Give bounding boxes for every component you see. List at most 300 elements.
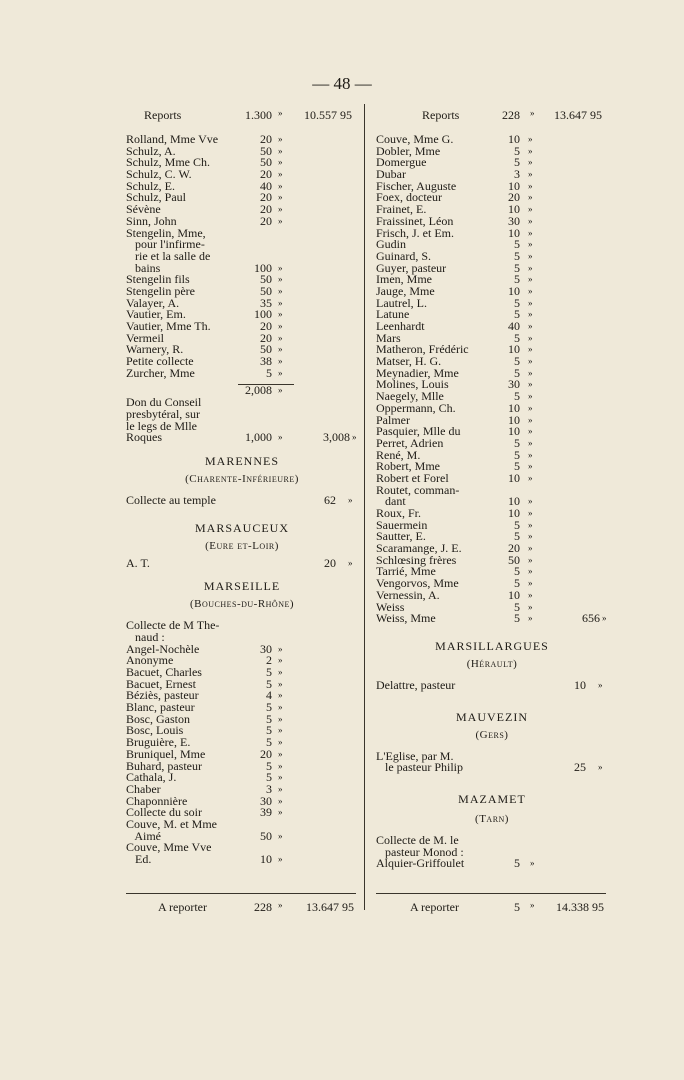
entry-amount: 10 xyxy=(508,283,520,298)
subtotal-value: 2,008 xyxy=(245,383,272,398)
entry-amount: 5 xyxy=(514,529,520,544)
left-entries xyxy=(126,134,358,379)
footer-label: A reporter xyxy=(410,900,459,914)
entry-amount: 10 xyxy=(508,132,520,146)
entry-name: Vengorvos, Mme xyxy=(376,576,459,591)
entry-amount: 5 xyxy=(514,155,520,170)
entry-quote: » xyxy=(528,519,533,530)
entry-quote: » xyxy=(278,432,283,443)
entry-amount: 5 xyxy=(514,295,520,310)
entry-name: Latune xyxy=(376,307,410,322)
marennes-sub: (Charente-Inférieure) xyxy=(185,472,299,485)
subtotal-quote: » xyxy=(278,385,283,396)
entry-amount: 20 xyxy=(260,167,272,182)
entry-name: Gudin xyxy=(376,237,406,252)
entry-quote: » xyxy=(278,667,283,677)
entry-name: Buhard, pasteur xyxy=(126,758,202,773)
entry-name: Schulz, Mme Ch. xyxy=(126,155,210,170)
entry-quote: » xyxy=(528,578,533,589)
entry-name: Dubar xyxy=(376,167,406,182)
entry-quote: » xyxy=(528,437,533,448)
entry-name: Palmer xyxy=(376,412,410,427)
entry-quote: » xyxy=(528,239,533,250)
mazamet-quote: » xyxy=(530,858,535,869)
entry-amount: 20 xyxy=(260,746,272,761)
entry-amount: 10 xyxy=(508,202,520,217)
entry-name: Schulz, E. xyxy=(126,178,175,193)
entry-name: Roques xyxy=(126,430,162,445)
entry-row xyxy=(126,432,358,444)
footer-quote: » xyxy=(530,900,535,910)
entry-quote: » xyxy=(278,145,283,156)
entry-total: 3,008 xyxy=(323,430,350,445)
entry-quote: » xyxy=(528,414,533,425)
entry-name: presbytéral, sur xyxy=(126,406,200,421)
mazamet-line-3: Alquier-Griffoulet xyxy=(376,856,465,871)
entry-quote: » xyxy=(528,496,533,507)
entry-quote: » xyxy=(528,356,533,367)
entry-amount: 40 xyxy=(260,178,272,193)
mazamet-title: MAZAMET xyxy=(458,791,526,806)
entry-quote: » xyxy=(528,227,533,238)
entry-name: Jauge, Mme xyxy=(376,283,435,298)
marseille-entries xyxy=(126,620,358,865)
entry-amount: 5 xyxy=(514,389,520,404)
entry-name: Rolland, Mme Vve xyxy=(126,132,219,146)
entry-quote: » xyxy=(278,321,283,331)
right-entries xyxy=(376,134,608,625)
entry-quote: » xyxy=(278,204,283,215)
entry-total-quote: » xyxy=(352,432,357,443)
marsauceux-title: MARSAUCEUX xyxy=(194,520,289,535)
entry-quote: » xyxy=(528,449,533,460)
entry-name: Robert et Forel xyxy=(376,470,449,485)
entry-name: Anonyme xyxy=(126,653,174,668)
marennes-title: MARENNES xyxy=(204,453,279,468)
entry-row xyxy=(376,225,608,240)
marsauceux-sub: (Eure et-Loir) xyxy=(205,539,279,552)
entry-amount: 50 xyxy=(508,552,520,567)
entry-amount: 3 xyxy=(266,781,272,796)
header-label: Reports xyxy=(422,108,460,122)
entry-name: Valayer, A. xyxy=(126,295,180,310)
marennes-row xyxy=(126,492,358,507)
entry-name: Vernessin, A. xyxy=(376,587,440,602)
entry-quote: » xyxy=(278,643,283,654)
entry-amount: 40 xyxy=(508,319,520,333)
entry-quote: » xyxy=(278,192,283,203)
entry-quote: » xyxy=(528,321,533,331)
mauvezin-sub: (Gers) xyxy=(475,728,509,741)
entry-quote: » xyxy=(528,134,533,144)
entry-row xyxy=(376,400,608,415)
entry-amount: 5 xyxy=(514,517,520,532)
entry-quote: » xyxy=(528,613,533,624)
footer-value: 228 xyxy=(254,900,272,914)
column-divider xyxy=(364,104,365,910)
entry-name: Schlœsing frères xyxy=(376,552,457,567)
footer-quote: » xyxy=(278,900,283,910)
marsillargues-title: MARSILLARGUES xyxy=(435,638,549,653)
entry-name: Meynadier, Mme xyxy=(376,365,459,380)
header-quote: » xyxy=(278,108,283,118)
entry-amount: 30 xyxy=(260,641,272,656)
entry-quote: » xyxy=(528,204,533,215)
entry-row xyxy=(376,587,608,602)
header-label: Reports xyxy=(144,108,182,122)
entry-quote: » xyxy=(528,297,533,308)
entry-amount: 30 xyxy=(508,377,520,392)
entry-row xyxy=(126,192,358,204)
marseille-sub: (Bouches-du-Rhône) xyxy=(189,598,295,611)
entry-name: Sévène xyxy=(126,202,161,217)
marsillargues-quote: » xyxy=(598,679,603,690)
entry-quote: » xyxy=(278,332,283,343)
entry-quote: » xyxy=(528,543,533,554)
right-footer xyxy=(376,900,608,912)
entry-name: Mars xyxy=(376,330,401,345)
entry-name: Lautrel, L. xyxy=(376,295,427,310)
entry-name: Petite collecte xyxy=(126,354,194,369)
entry-quote: » xyxy=(528,531,533,542)
entry-quote: » xyxy=(278,702,283,713)
entry-amount: 5 xyxy=(266,735,272,750)
footer-total: 14.338 95 xyxy=(556,900,604,914)
entry-amount: 5 xyxy=(514,248,520,263)
entry-amount: 100 xyxy=(254,260,272,275)
footer-value: 5 xyxy=(514,900,520,914)
entry-amount: 5 xyxy=(514,365,520,380)
entry-name: Robert, Mme xyxy=(376,459,440,474)
entry-name: Chaponnière xyxy=(126,793,188,808)
entry-name: Frainet, E. xyxy=(376,202,427,217)
right-column xyxy=(376,108,608,870)
entry-quote: » xyxy=(528,250,533,261)
entry-amount: 50 xyxy=(260,342,272,357)
entry-name: Sinn, John xyxy=(126,213,177,228)
entry-quote: » xyxy=(278,713,283,724)
entry-name: Collecte du soir xyxy=(126,805,202,820)
entry-amount: 10 xyxy=(508,587,520,602)
entry-row xyxy=(376,157,608,169)
entry-quote: » xyxy=(278,783,283,794)
entry-quote: » xyxy=(278,678,283,689)
entry-quote: » xyxy=(528,554,533,565)
entry-name: Aimé xyxy=(126,828,161,843)
marennes-line: Collecte au temple xyxy=(126,492,216,507)
left-header xyxy=(126,108,358,124)
entry-name: Perret, Adrien xyxy=(376,435,444,450)
mauvezin-line-2: le pasteur Philip xyxy=(376,760,463,775)
entry-name: dant xyxy=(376,494,406,509)
entry-name: Vermeil xyxy=(126,330,164,345)
entry-quote: » xyxy=(528,402,533,413)
entry-quote: » xyxy=(528,601,533,612)
entry-amount: 2 xyxy=(266,653,272,668)
entry-quote: » xyxy=(278,297,283,308)
marsillargues-value: 10 xyxy=(574,677,586,692)
entry-name: Fraissinet, Léon xyxy=(376,213,454,228)
entry-amount: 10 xyxy=(508,400,520,415)
entry-amount: 39 xyxy=(260,805,272,820)
entry-amount: 5 xyxy=(266,365,272,380)
marsillargues-sub: (Hérault) xyxy=(466,657,518,670)
entry-name: rie et la salle de xyxy=(126,248,211,263)
entry-row xyxy=(376,321,608,333)
entry-amount: 30 xyxy=(260,793,272,808)
entry-quote: » xyxy=(528,332,533,343)
entry-amount: 5 xyxy=(266,723,272,738)
entry-name: Molines, Louis xyxy=(376,377,449,392)
entry-amount: 5 xyxy=(266,758,272,773)
entry-name: Sautter, E. xyxy=(376,529,426,544)
entry-amount: 10 xyxy=(260,852,272,866)
entry-name: Couve, Mme Vve xyxy=(126,840,212,855)
entry-row xyxy=(376,295,608,310)
entry-quote: » xyxy=(278,807,283,818)
entry-quote: » xyxy=(278,285,283,296)
entry-total-quote: » xyxy=(602,613,607,624)
entry-quote: » xyxy=(278,356,283,367)
entry-quote: » xyxy=(278,690,283,701)
entry-row xyxy=(126,248,358,263)
entry-amount: 5 xyxy=(514,307,520,322)
page-number: — 48 — xyxy=(312,74,372,93)
entry-amount: 5 xyxy=(514,143,520,158)
marennes-quote: » xyxy=(348,494,353,505)
entry-amount: 30 xyxy=(508,213,520,228)
entry-name: Schulz, Paul xyxy=(126,190,186,205)
entry-quote: » xyxy=(278,344,283,355)
entry-amount: 35 xyxy=(260,295,272,310)
mauvezin-title: MAUVEZIN xyxy=(456,709,528,724)
entry-quote: » xyxy=(278,854,283,864)
entry-name: le legs de Mlle xyxy=(126,418,197,433)
entry-row xyxy=(126,842,358,854)
don-entries xyxy=(126,397,358,444)
entry-amount: 5 xyxy=(514,330,520,345)
entry-name: Guinard, S. xyxy=(376,248,431,263)
entry-quote: » xyxy=(528,426,533,437)
entry-amount: 5 xyxy=(266,711,272,726)
entry-quote: » xyxy=(278,795,283,806)
entry-quote: » xyxy=(278,748,283,759)
marseille-title: MARSEILLE xyxy=(203,579,281,594)
entry-amount: 20 xyxy=(508,541,520,556)
entry-amount: 5 xyxy=(266,770,272,785)
entry-quote: » xyxy=(278,180,283,191)
entry-amount: 50 xyxy=(260,272,272,287)
entry-amount: 100 xyxy=(254,307,272,322)
entry-name: Angel-Nochèle xyxy=(126,641,200,656)
entry-amount: 5 xyxy=(514,354,520,369)
entry-amount: 5 xyxy=(514,447,520,462)
header-value: 1.300 xyxy=(245,108,272,122)
marsillargues-line: Delattre, pasteur xyxy=(376,677,456,692)
marennes-value: 62 xyxy=(324,492,336,507)
entry-name: Naegely, Mlle xyxy=(376,389,444,404)
entry-quote: » xyxy=(278,309,283,320)
entry-name: Bosc, Gaston xyxy=(126,711,190,726)
mauvezin-row-2 xyxy=(376,762,608,774)
entry-quote: » xyxy=(528,157,533,168)
entry-amount: 5 xyxy=(514,237,520,252)
footer-total: 13.647 95 xyxy=(306,900,354,914)
entry-name: Roux, Fr. xyxy=(376,506,422,520)
entry-name: Vautier, Mme Th. xyxy=(126,319,211,333)
entry-amount: 1,000 xyxy=(245,430,272,445)
left-column xyxy=(126,108,358,866)
entry-name: Dobler, Mme xyxy=(376,143,441,158)
entry-quote: » xyxy=(528,391,533,402)
mazamet-sub: (Tarn) xyxy=(475,812,509,825)
entry-amount: 20 xyxy=(260,132,272,146)
entry-row xyxy=(376,613,608,625)
entry-amount: 10 xyxy=(508,506,520,520)
footer-label: A reporter xyxy=(158,900,207,914)
entry-name: Weiss, Mme xyxy=(376,611,436,626)
entry-quote: » xyxy=(528,472,533,483)
entry-quote: » xyxy=(278,772,283,783)
entry-name: Weiss xyxy=(376,599,405,614)
entry-amount: 5 xyxy=(514,260,520,275)
entry-name: Chaber xyxy=(126,781,161,796)
entry-amount: 20 xyxy=(260,190,272,205)
mazamet-value: 5 xyxy=(514,856,520,871)
entry-name: Stengelin fils xyxy=(126,272,190,287)
entry-name: Scaramange, J. E. xyxy=(376,541,462,556)
entry-quote: » xyxy=(528,192,533,203)
entry-name: Guyer, pasteur xyxy=(376,260,447,275)
left-footer-rule xyxy=(126,893,356,894)
entry-amount: 5 xyxy=(514,272,520,287)
entry-name: pour l'infirme- xyxy=(126,237,205,252)
entry-quote: » xyxy=(278,725,283,736)
entry-row xyxy=(126,365,358,380)
entry-quote: » xyxy=(528,145,533,156)
entry-name: Collecte de M The- xyxy=(126,618,220,633)
entry-name: Matser, H. G. xyxy=(376,354,442,369)
entry-amount: 4 xyxy=(266,688,272,703)
entry-name: Bruguière, E. xyxy=(126,735,191,750)
entry-name: Couve, M. et Mme xyxy=(126,816,217,831)
entry-quote: » xyxy=(528,461,533,472)
marsillargues-row xyxy=(376,677,608,692)
entry-name: Stengelin, Mme, xyxy=(126,225,206,240)
entry-amount: 10 xyxy=(508,424,520,439)
entry-name: Ed. xyxy=(126,852,152,866)
entry-quote: » xyxy=(528,309,533,320)
mazamet-line-2: pasteur Monod : xyxy=(376,844,464,859)
entry-quote: » xyxy=(278,169,283,180)
entry-name: Oppermann, Ch. xyxy=(376,400,456,415)
marsauceux-value: 20 xyxy=(324,555,336,570)
entry-quote: » xyxy=(528,367,533,378)
entry-amount: 5 xyxy=(514,435,520,450)
marsauceux-quote: » xyxy=(348,557,353,568)
right-footer-rule xyxy=(376,893,606,894)
entry-name: Couve, Mme G. xyxy=(376,132,454,146)
entry-quote: » xyxy=(528,566,533,577)
entry-amount: 5 xyxy=(514,599,520,614)
entry-name: Tarrié, Mme xyxy=(376,564,436,579)
left-footer xyxy=(126,900,358,912)
entry-name: Bosc, Louis xyxy=(126,723,184,738)
entry-name: Don du Conseil xyxy=(126,395,202,410)
entry-quote: » xyxy=(278,367,283,378)
entry-quote: » xyxy=(278,655,283,666)
entry-quote: » xyxy=(528,285,533,296)
entry-row xyxy=(126,772,358,784)
mauvezin-line-1: L'Eglise, par M. xyxy=(376,748,454,763)
entry-name: Imen, Mme xyxy=(376,272,432,287)
entry-amount: 5 xyxy=(266,676,272,691)
entry-total: 656 xyxy=(582,611,600,626)
entry-name: Stengelin père xyxy=(126,283,195,298)
entry-name: Béziès, pasteur xyxy=(126,688,199,703)
entry-amount: 50 xyxy=(260,143,272,158)
entry-name: Pasquier, Mlle du xyxy=(376,424,461,439)
right-header xyxy=(376,108,608,124)
entry-name: bains xyxy=(126,260,161,275)
entry-amount: 5 xyxy=(514,576,520,591)
mazamet-line-1: Collecte de M. le xyxy=(376,832,459,847)
entry-amount: 50 xyxy=(260,828,272,843)
entry-quote: » xyxy=(278,274,283,285)
marsauceux-line: A. T. xyxy=(126,555,150,570)
entry-quote: » xyxy=(528,274,533,285)
entry-amount: 10 xyxy=(508,412,520,427)
entry-quote: » xyxy=(278,134,283,144)
entry-name: Vautier, Em. xyxy=(126,307,186,322)
entry-amount: 10 xyxy=(508,470,520,485)
entry-amount: 10 xyxy=(508,225,520,240)
entry-amount: 20 xyxy=(260,213,272,228)
header-value: 228 xyxy=(502,108,520,122)
entry-amount: 5 xyxy=(514,459,520,474)
entry-name: Zurcher, Mme xyxy=(126,365,195,380)
entry-amount: 10 xyxy=(508,342,520,357)
entry-amount: 38 xyxy=(260,354,272,369)
entry-name: Foex, docteur xyxy=(376,190,442,205)
entry-row xyxy=(126,854,358,866)
mauvezin-value: 25 xyxy=(574,760,586,775)
entry-name: Warnery, R. xyxy=(126,342,184,357)
entry-row xyxy=(376,482,608,497)
entry-name: Schulz, C. W. xyxy=(126,167,192,182)
entry-name: Bacuet, Ernest xyxy=(126,676,196,691)
entry-quote: » xyxy=(278,737,283,748)
entry-quote: » xyxy=(528,344,533,355)
entry-amount: 10 xyxy=(508,178,520,193)
entry-name: Domergue xyxy=(376,155,427,170)
entry-quote: » xyxy=(278,215,283,226)
entry-quote: » xyxy=(278,760,283,771)
entry-name: Leenhardt xyxy=(376,319,425,333)
entry-quote: » xyxy=(528,215,533,226)
entry-quote: » xyxy=(528,262,533,273)
header-total: 10.557 95 xyxy=(304,108,352,122)
entry-quote: » xyxy=(528,169,533,180)
entry-quote: » xyxy=(528,589,533,600)
entry-name: naud : xyxy=(126,629,165,644)
entry-name: Routet, comman- xyxy=(376,482,460,497)
entry-name: Bacuet, Charles xyxy=(126,665,202,679)
entry-quote: » xyxy=(528,508,533,518)
entry-amount: 50 xyxy=(260,283,272,298)
entry-name: Frisch, J. et Em. xyxy=(376,225,454,240)
entry-amount: 5 xyxy=(266,700,272,715)
